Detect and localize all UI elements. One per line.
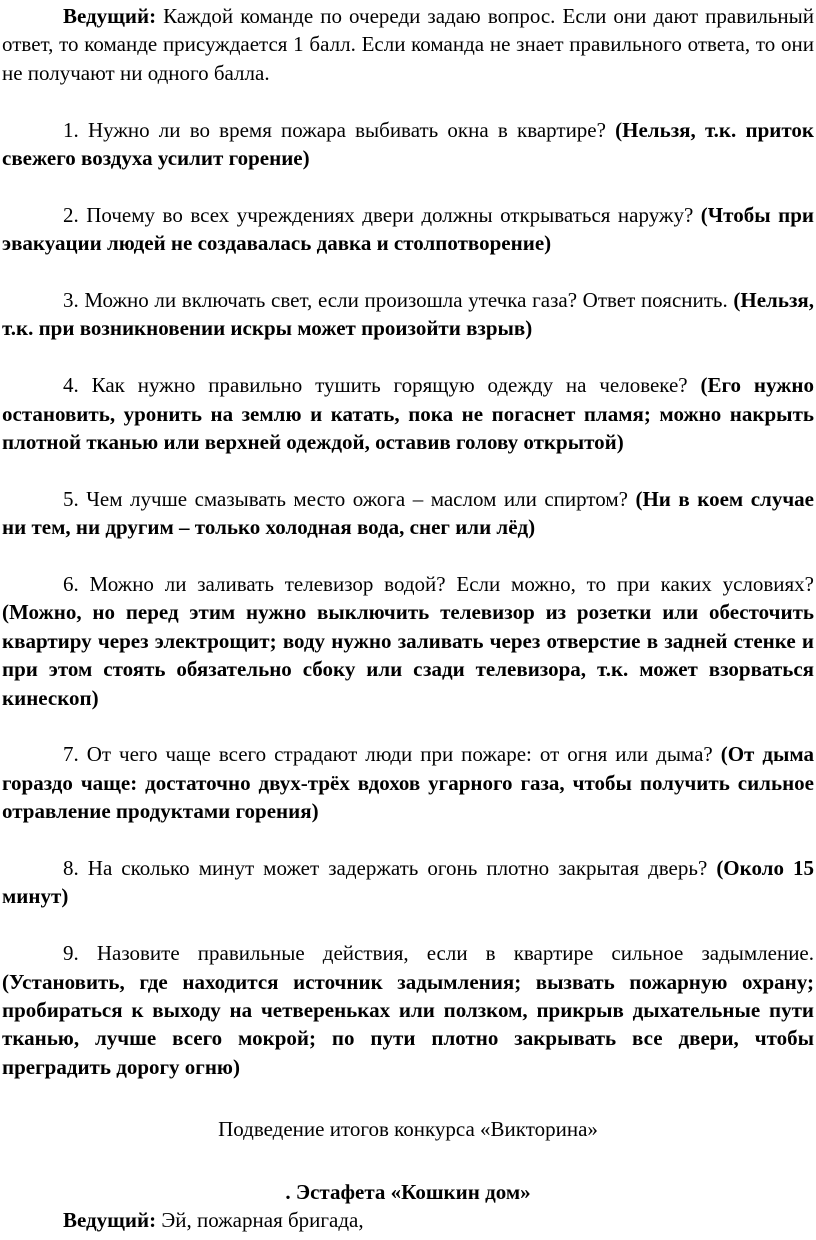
summary-line: Подведение итогов конкурса «Викторина» [218, 1117, 598, 1142]
question-9 [2, 939, 814, 1081]
intro-text: Каждой команде по очереди задаю вопрос. Если они дают правильный ответ, то команде присуждается 1 балл. Если команда не знает правильного ответа, то они не получают ни одного балла. [2, 4, 814, 85]
question-2 [2, 201, 814, 258]
question-7-answer: (От дыма гораздо чаще: достаточно двух-трёх вдохов угарного газа, чтобы получить сильное отравление продуктами горения) [2, 742, 814, 824]
question-9-answer: (Установить, где находится источник задымления; вызвать пожарную охрану; пробираться к выходу на четвереньках или ползком, прикрыв дыхательные пути тканью, лучше всего мокрой; по пути плотно закрывать все двери, чтобы преградить дорогу огню) [2, 969, 814, 1079]
question-1 [2, 116, 814, 173]
question-1-answer: (Нельзя, т.к. приток свежего воздуха усилит горение) [2, 117, 814, 171]
question-7 [2, 740, 814, 825]
question-1-text: 1. Нужно ли во время пожара выбивать окна в квартире? [63, 117, 616, 142]
question-6 [2, 570, 814, 712]
question-7-text: 7. От чего чаще всего страдают люди при пожаре: от огня или дыма? [63, 742, 721, 767]
question-3-text: 3. Можно ли включать свет, если произошла утечка газа? Ответ пояснить. [63, 288, 734, 313]
question-8-text: 8. На сколько минут может задержать огонь плотно закрытая дверь? [63, 856, 717, 881]
closing-text: Эй, пожарная бригада, [156, 1208, 364, 1233]
intro-paragraph [2, 2, 814, 87]
question-2-text: 2. Почему во всех учреждениях двери должны открываться наружу? [63, 202, 701, 227]
question-3-answer: (Нельзя, т.к. при возникновении искры может произойти взрыв) [2, 288, 814, 341]
question-4-answer: (Его нужно остановить, уронить на землю и катать, пока не погаснет пламя; можно накрыть плотной тканью или верхней одеждой, оставив голову открытой) [2, 373, 814, 455]
question-8 [2, 854, 814, 911]
relay-title-text: . Эстафета «Кошкин дом» [285, 1179, 531, 1204]
closing-paragraph [2, 1206, 814, 1234]
relay-title [2, 1178, 814, 1206]
question-4 [2, 371, 814, 456]
question-6-text: 6. Можно ли заливать телевизор водой? Если можно, то при каких условиях? [63, 572, 814, 597]
question-4-text: 4. Как нужно правильно тушить горящую одежду на человеке? [63, 373, 701, 398]
question-9-text: 9. Назовите правильные действия, если в квартире сильное задымление. [63, 941, 814, 966]
closing-speaker: Ведущий: [63, 1208, 157, 1233]
intro-speaker: Ведущий: [63, 4, 157, 28]
document-page [0, 2, 816, 1240]
question-8-answer: (Около 15 минут) [2, 856, 814, 909]
question-2-answer: (Чтобы при эвакуации людей не создавалась давка и столпотворение) [2, 202, 815, 256]
question-5-answer: (Ни в коем случае ни тем, ни другим – только холодная вода, снег или лёд) [2, 486, 814, 540]
question-3 [2, 286, 814, 343]
question-5-text: 5. Чем лучше смазывать место ожога – маслом или спиртом? [63, 486, 636, 511]
question-5 [2, 485, 814, 542]
question-6-answer: (Можно, но перед этим нужно выключить телевизор из розетки или обесточить квартиру через электрощит; воду нужно заливать через отверстие в задней стенке и при этом стоять обязательно сбоку или сзади телевизора, т.к. может взорваться кинескоп) [2, 600, 814, 710]
